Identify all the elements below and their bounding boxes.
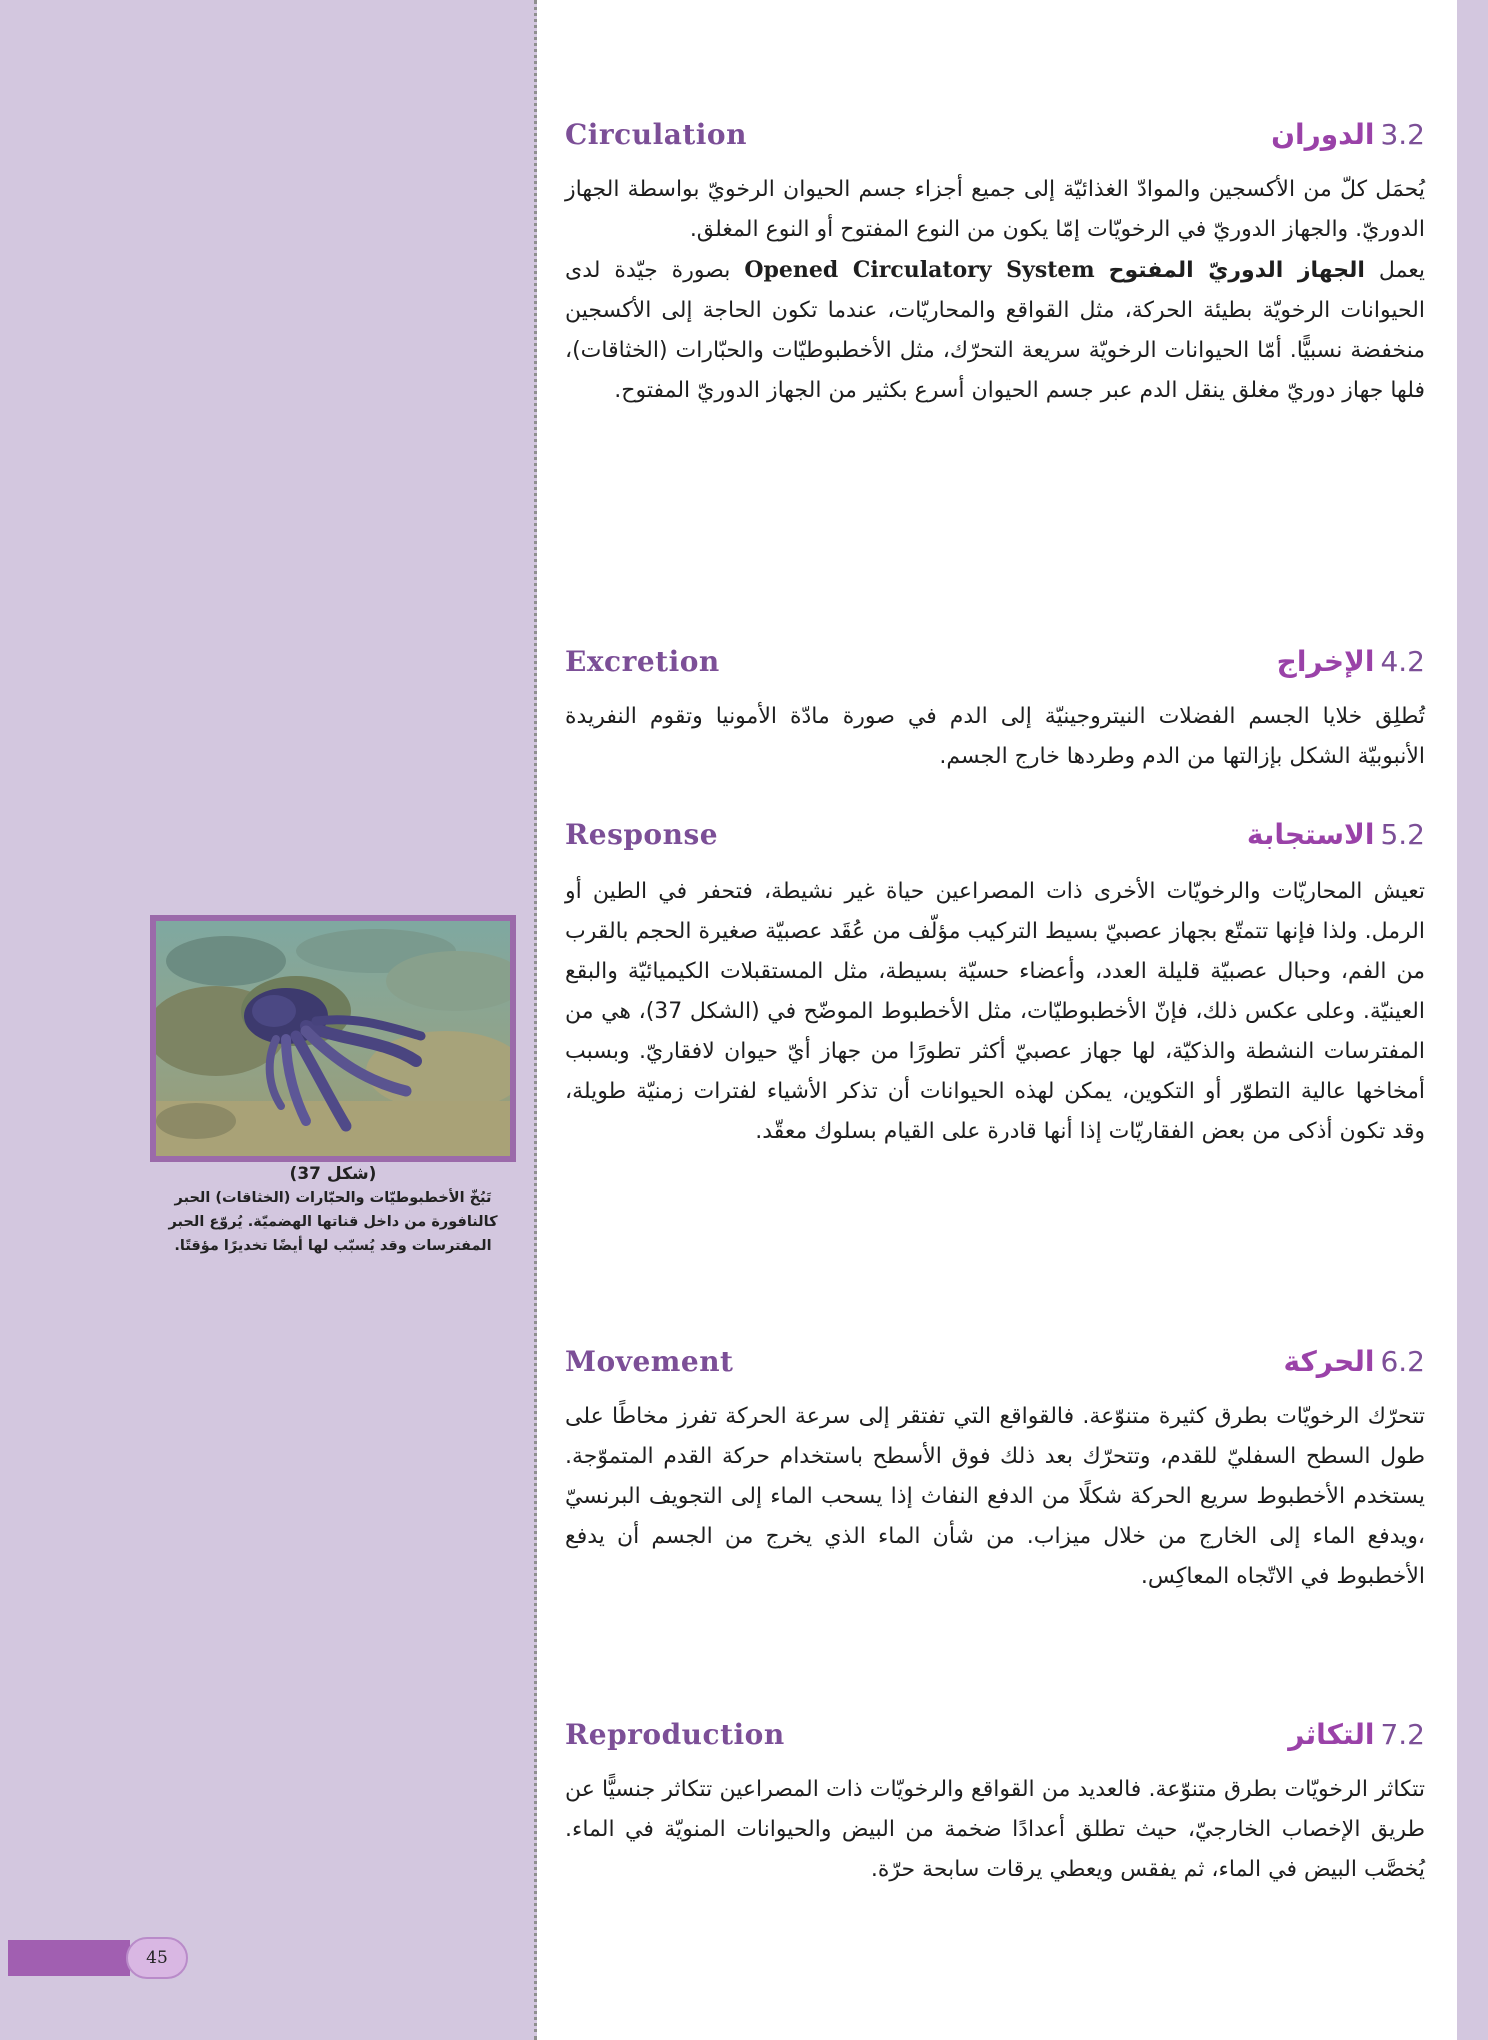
section-body — [565, 697, 1425, 777]
page-number-strip — [8, 1940, 130, 1976]
paragraph-rest: بصورة جيّدة لدى الحيوانات الرخويّة بطيئة الحركة، مثل القواقع والمحاريّات، عندما تكون الحاجة إلى الأكسجين منخفضة نسبيًّا. أمّا الحيوانات الرخويّة سريعة التحرّك، مثل الأخطبوطيّات والحبّارات (الخثاقات)، فلها جهاز دوريّ مغلق ينقل الدم عبر جسم الحيوان أسرع بكثير من الجهاز الدوريّ المفتوح. — [565, 258, 1425, 403]
section-title-ar — [1271, 118, 1425, 151]
section-body — [565, 872, 1425, 1152]
section-number: 7.2 — [1380, 1718, 1425, 1751]
paragraph: يُحمَل كلّ من الأكسجين والموادّ الغذائيّة إلى جميع أجزاء جسم الحيوان الرخويّ بواسطة الجهاز الدوريّ. والجهاز الدوريّ في الرخويّات إمّا يكون من النوع المفتوح أو النوع المغلق. — [565, 177, 1425, 242]
section-number: 6.2 — [1380, 1345, 1425, 1378]
figure-label: (شكل 37) — [289, 1164, 377, 1184]
figure-37-photo — [150, 915, 516, 1162]
term-en: Opened Circulatory System — [744, 257, 1095, 283]
section-title-en: Movement — [565, 1345, 734, 1378]
section-title-ar-text: الدوران — [1271, 118, 1375, 151]
section-number: 3.2 — [1380, 118, 1425, 151]
section-title-ar-text: التكاثر — [1288, 1718, 1375, 1751]
section-title-ar-text: الحركة — [1283, 1345, 1375, 1378]
figure-caption-text: تَبُخّ الأخطبوطيّات والحبّارات (الخثاقات) الحبر كالنافورة من داخل قناتها الهضميّة. يُروّع الحبر المفترسات وقد يُسبّب لها أيضًا تخديرًا مؤقتًا. — [168, 1190, 498, 1254]
section-title-en: Circulation — [565, 118, 747, 151]
main-content — [537, 0, 1457, 2040]
section-body — [565, 1770, 1425, 1890]
paragraph — [565, 250, 1425, 411]
paragraph-prefix: يعمل — [1364, 258, 1426, 283]
figure-37-caption — [148, 1162, 518, 1258]
section-title-ar — [1247, 818, 1425, 851]
paragraph: تتحرّك الرخويّات بطرق كثيرة متنوّعة. فالقواقع التي تفتقر إلى سرعة الحركة تفرز مخاطًا على طول السطح السفليّ للقدم، وتتحرّك بعد ذلك فوق الأسطح باستخدام حركة القدم المتموّجة. يستخدم الأخطبوط سريع الحركة شكلًا من الدفع النفاث إذا يسحب الماء إلى التجويف البرنسيّ ،ويدفع الماء إلى الخارج من خلال ميزاب. من شأن الماء الذي يخرج من الجسم أن يدفع الأخطبوط في الاتّجاه المعاكِس. — [565, 1404, 1425, 1589]
section-title-en: Excretion — [565, 645, 720, 678]
paragraph: تعيش المحاريّات والرخويّات الأخرى ذات المصراعين حياة غير نشيطة، فتحفر في الطين أو الرمل. ولذا فإنها تتمتّع بجهاز عصبيّ بسيط التركيب مؤلّف من عُقَد عصبيّة صغيرة الحجم بالقرب من الفم، وحبال عصبيّة قليلة العدد، وأعضاء حسيّة بسيطة، مثل المستقبلات الكيميائيّة والبقع العينيّة. وعلى عكس ذلك، فإنّ الأخطبوطيّات، مثل الأخطبوط الموضّح في (الشكل 37)، هي من المفترسات النشطة والذكيّة، لها جهاز عصبيّ أكثر تطورًا من جهاز أيّ حيوان لافقاريّ. وبسبب أمخاخها عالية التطوّر أو التكوين، يمكن لهذه الحيوانات أن تذكر الأشياء لفترات زمنيّة طويلة، وقد تكون أذكى من بعض الفقاريّات إذا أنها قادرة على القيام بسلوك معقّد. — [565, 879, 1426, 1144]
paragraph: تُطلِق خلايا الجسم الفضلات النيتروجينيّة إلى الدم في صورة مادّة الأمونيا وتقوم النفريدة الأنبوبيّة الشكل بإزالتها من الدم وطردها خارج الجسم. — [565, 704, 1425, 769]
section-body — [565, 1397, 1425, 1597]
section-title-ar — [1288, 1718, 1425, 1751]
section-title-ar — [1283, 1345, 1425, 1378]
paragraph: تتكاثر الرخويّات بطرق متنوّعة. فالعديد من القواقع والرخويّات ذات المصراعين تتكاثر جنسيًّا عن طريق الإخصاب الخارجيّ، حيث تطلق أعدادًا ضخمة من البيض والحيوانات المنويّة في الماء. يُخصَّب البيض في الماء، ثم يفقس ويعطي يرقات سابحة حرّة. — [565, 1777, 1425, 1882]
term-bold: الجهاز الدوريّ المفتوح — [1108, 258, 1365, 283]
section-body — [565, 170, 1425, 411]
section-title-ar-text: الاستجابة — [1246, 818, 1375, 851]
section-number: 4.2 — [1380, 645, 1425, 678]
section-title-ar — [1277, 645, 1425, 678]
section-title-en: Reproduction — [565, 1718, 785, 1751]
page-number: 45 — [126, 1937, 188, 1979]
left-sidebar — [8, 0, 534, 2040]
section-title-en: Response — [565, 818, 719, 851]
section-number: 5.2 — [1380, 818, 1425, 851]
octopus-image — [156, 921, 510, 1156]
right-margin — [1457, 0, 1488, 2040]
section-title-ar-text: الإخراج — [1276, 645, 1375, 678]
